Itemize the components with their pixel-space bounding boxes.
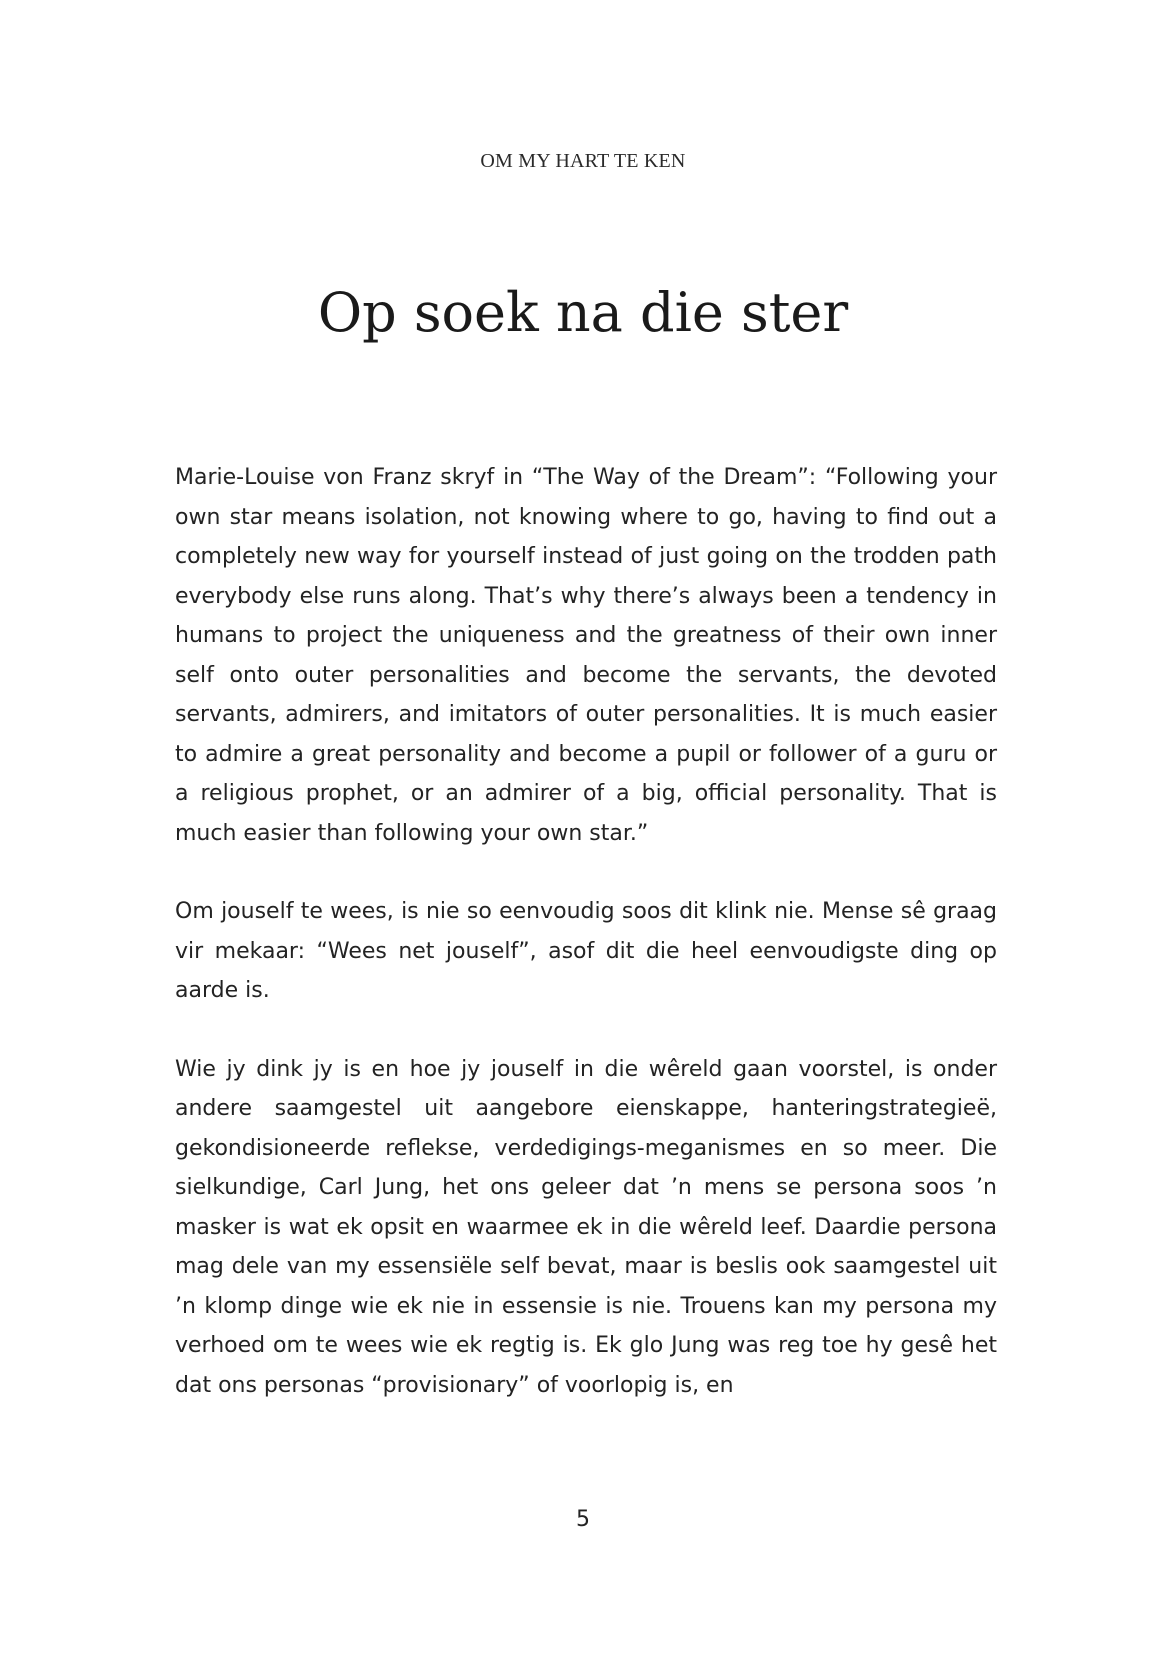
paragraph-persona: Wie jy dink jy is en hoe jy jouself in die wêreld gaan voorstel, is onder andere saamgestel uit aangebore eienskappe, hanteringstrategieë, gekondisioneerde reflekse, verdedigings-meganismes en so meer. Die sielkundige, Carl Jung, het ons geleer dat ’n mens se persona soos ’n masker is wat ek opsit en waarmee ek in die wêreld leef. Daardie persona mag dele van my essensiële self bevat, maar is beslis ook saamgestel uit ’n klomp dinge wie ek nie in essensie is nie. Trouens kan my persona my verhoed om te wees wie ek regtig is. Ek glo Jung was reg toe hy gesê het dat ons personas “provisionary” of voorlopig is, en — [175, 1056, 997, 1398]
chapter-title: Op soek na die ster — [317, 281, 849, 344]
body-text — [175, 458, 997, 1405]
running-header: OM MY HART TE KEN — [480, 150, 686, 172]
paragraph-be-yourself: Om jouself te wees, is nie so eenvoudig soos dit klink nie. Mense sê graag vir mekaar: “Wees net jouself”, asof dit die heel eenvoudigste ding op aarde is. — [175, 899, 997, 1003]
page-number: 5 — [576, 1507, 590, 1532]
paragraph-quote: Marie-Louise von Franz skryf in “The Way of the Dream”: “Following your own star means isolation, not knowing where to go, having to find out a completely new way for yourself instead of just going on the trodden path everybody else runs along. That’s why there’s always been a tendency in humans to project the uniqueness and the greatness of their own inner self onto outer personalities and become the servants, the devoted servants, admirers, and imitators of outer personalities. It is much easier to admire a great personality and become a pupil or follower of a guru or a religious prophet, or an admirer of a big, official personality. That is much easier than following your own star.” — [175, 465, 997, 846]
